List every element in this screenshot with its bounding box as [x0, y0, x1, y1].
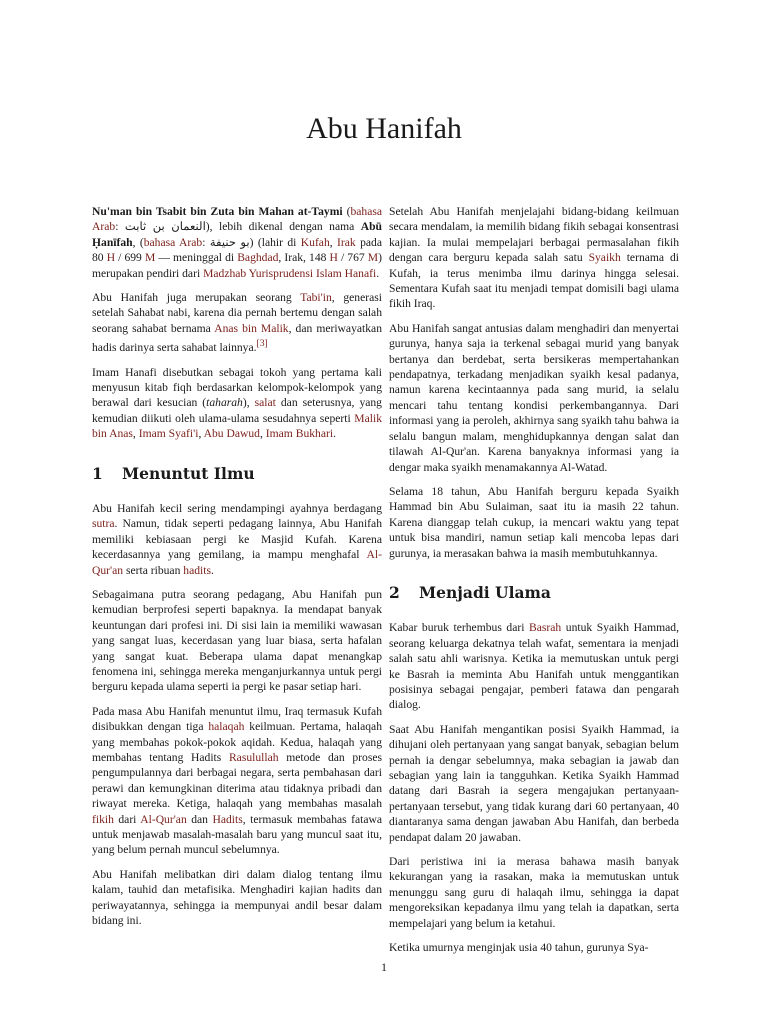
left-column [92, 204, 382, 938]
section1-paragraph-3 [92, 704, 382, 858]
link-irak[interactable]: Irak [337, 235, 356, 249]
text: ), [242, 396, 255, 410]
text: Setelah Abu Hanifah menjelajahi bidang-bidang keilmuan secara mendalam, ia memilih bidang fikih sebagai konsentrasi kajian. Ia mulai mempelajari berbagai permasalahan fikih dengan cara berguru kepada salah satu [389, 205, 679, 265]
link-halaqah[interactable]: halaqah [208, 720, 245, 734]
section-title: Menjadi Ulama [419, 582, 551, 602]
text: , [198, 427, 204, 441]
section1-paragraph-7: Selama 18 tahun, Abu Hanifah berguru kepada Syaikh Hammad bin Abu Sulaiman, saat itu ia masih 22 tahun. Karena dianggap telah cukup, ia mencari waktu yang tepat untuk bisa mandiri, namun setiap kali mencoba lepas dari gurunya, ia merasakan bahwa ia masih membutuhkannya. [389, 484, 679, 560]
link-abu-dawud[interactable]: Abu Dawud [203, 427, 260, 441]
link-madzhab-hanafi[interactable]: Madzhab Yurisprudensi Islam Hanafi [203, 266, 377, 280]
link-hijri[interactable]: H [106, 251, 116, 265]
link-rasulullah[interactable]: Rasulullah [228, 751, 279, 765]
intro-paragraph-1 [92, 204, 382, 281]
link-sutra[interactable]: sutra [92, 517, 115, 531]
text: Abu Hanifah juga merupakan seorang [92, 291, 301, 305]
text: Pada masa Abu Hanifah menuntut ilmu, Iraq termasuk Kufah disibukkan dengan tiga [92, 704, 382, 734]
link-kufah[interactable]: Kufah [300, 235, 330, 249]
link-malik-bin-anas[interactable]: Malik bin Anas [92, 411, 382, 441]
text: . [210, 563, 214, 577]
text: , termasuk membahas fatawa untuk menjawab masalah-masalah baru yang muncul saat itu, yang belum pernah muncul sebelumnya. [92, 812, 383, 857]
link-anas-bin-malik[interactable]: Anas bin Malik [214, 321, 289, 335]
text: Abu Hanifah kecil sering mendampingi ayahnya berdagang [92, 501, 382, 515]
section1-paragraph-2: Sebagaimana putra seorang pedagang, Abu Hanifah pun kemudian berprofesi seperti bapaknya. Ia mendapat banyak keuntungan dari profesi ini. Di sisi lain ia memiliki wawasan yang sangat luas, kecerdasan yang luar biasa, serta hafalan yang sangat kuat. Beberapa ulama dapat menangkap fenomena ini, sehingga mereka menganjurkannya untuk pergi berguru kepada ulama seperti ia pergi ke pasar setiap hari. [92, 587, 382, 694]
text: , [132, 427, 139, 441]
link-bahasa-arab-2[interactable]: bahasa Arab [143, 235, 203, 249]
intro-paragraph-2 [92, 290, 382, 355]
text: metode dan proses pengumpulannya dari berbagai negara, serta pembahasan dari perawi dan kemungkinan diterima atau tidaknya pribadi dan riwayat mereka. Ketiga, halaqah yang membahas masalah [92, 751, 383, 811]
section1-paragraph-4: Abu Hanifah melibatkan diri dalam dialog tentang ilmu kalam, tauhid dan metafisika. Menghadiri kajian hadits dan periwayatannya, sehingga ia mempunyai andil besar dalam bidang ini. [92, 867, 382, 928]
text: , dan meriwayatkan hadis darinya serta sahabat lainnya. [92, 321, 382, 355]
section-number: 1 [92, 463, 103, 483]
text: . Namun, tidak seperti pedagang lainnya, Abu Hanifah memiliki kebiasaan pergi ke Masjid Kufah. Karena kecerdasannya yang gemilang, ia mampu menghafal [92, 517, 382, 562]
section2-paragraph-4: Ketika umurnya menginjak usia 40 tahun, gurunya Sya- [389, 941, 649, 955]
text: dan seterusnya, yang kemudian diikuti oleh ulama-ulama sesudahnya seperti [92, 396, 382, 425]
section2-paragraph-1 [389, 620, 679, 712]
link-imam-syafii[interactable]: Imam Syafi'i [138, 427, 199, 441]
link-hadits[interactable]: hadits [183, 563, 211, 577]
link-baghdad[interactable]: Baghdad [237, 251, 279, 265]
text: untuk Syaikh Hammad, seorang keluarga dekatnya telah wafat, sementara ia menjadi salah satu ahli warisnya. Ketika ia memutuskan untuk pergi ke Basrah ia meminta Abu Hanifah untuk menggantikan posisinya sebagai pengajar, pemberi fatawa dan pengarah dialog. [389, 621, 679, 712]
link-tabiin[interactable]: Tabi'in [300, 291, 332, 305]
text: dari [113, 812, 141, 826]
subject-name: Nu'man bin Tsabit bin Zuta bin Mahan at-Taymi [92, 205, 343, 218]
text: — meninggal di [155, 251, 238, 265]
subject-name-alt: Abū Ḥanīfah [92, 220, 382, 249]
section1-paragraph-5 [389, 204, 679, 312]
text: ( [342, 205, 351, 218]
section1-paragraph-1 [92, 501, 382, 578]
link-bahasa-arab[interactable]: bahasa Arab [92, 205, 382, 234]
text: serta ribuan [123, 563, 184, 577]
text: ) merupakan pendiri dari [92, 251, 382, 280]
text: / 699 [115, 251, 145, 265]
section2-paragraph-2: Saat Abu Hanifah mengantikan posisi Syaikh Hammad, ia dihujani oleh pertanyaan yang sangat banyak, sebagian belum pernah ia dengar sebelumnya, maka sebagian ia jawab dan sebagian yang lain ia tangguhkan. Ketika Syaikh Hammad datang dari Basrah ia segera mengajukan pertanyaan-pertanyaan tersebut, yang tidak kurang dari 60 pertanyaan, 40 diantaranya sama dengan jawaban Abu Hanifah, dan berbeda pendapat dalam 20 jawaban. [389, 722, 679, 844]
text: , Irak, 148 [278, 251, 330, 265]
link-masehi-2[interactable]: M [367, 251, 379, 265]
link-hadits-2[interactable]: Hadits [212, 812, 243, 826]
section1-paragraph-6: Abu Hanifah sangat antusias dalam menghadiri dan menyertai gurunya, hanya saja ia terkenal sebagai murid yang banyak bertanya dan berdebat, serta bersikeras mempertahankan pendapatnya, terkadang menjadikan syaikh kesal padanya, namun karena kecintaannya pada sang murid, ia selalu mencari tahu tentang kondisi perkembangannya. Dari informasi yang ia peroleh, akhirnya sang syaikh tahu bahwa ia selalu bangun malam, menghidupkannya dengan salat dan tilawah Al-Qur'an. Karena banyaknya informasi yang ia dengar maka syaikh menamakannya Al-Watad. [389, 321, 679, 474]
link-basrah[interactable]: Basrah [529, 621, 562, 635]
section-heading-1 [92, 463, 382, 483]
text: / 767 [337, 251, 368, 265]
section-title: Menuntut Ilmu [122, 463, 255, 483]
text: pada 80 [92, 235, 382, 265]
section-number: 2 [389, 582, 400, 602]
link-hijri-2[interactable]: H [329, 251, 338, 265]
link-masehi[interactable]: M [144, 251, 156, 265]
page-title: Abu Hanifah [306, 112, 462, 145]
text: . [376, 266, 380, 280]
text: : النعمان بن ثابت), lebih dikenal dengan nama [115, 220, 361, 234]
link-al-quran-2[interactable]: Al-Qur'an [140, 812, 187, 826]
reference-link[interactable]: [3] [256, 338, 268, 350]
section-heading-2 [389, 582, 679, 602]
text: : بو حنيفة) (lahir di [202, 235, 301, 249]
right-column [389, 204, 679, 964]
text: , [259, 427, 266, 441]
text: , [329, 235, 338, 249]
section2-paragraph-3: Dari peristiwa ini ia merasa bahawa masih banyak kekurangan yang ia rasakan, maka ia memutuskan untuk menunggu sang guru di halaqah ilmu, sehingga ia dapat mengoreksikan kepadanya ilmu yang telah ia dapatkan, serta mempelajari yang belum ia ketahui. [389, 855, 679, 930]
link-syaikh[interactable]: Syaikh [588, 251, 621, 265]
text: ternama di Kufah, ia terus menimba ilmu darinya hingga selesai. Sementara Kufah saat itu menjadi tempat domisili bagi ulama fikih Iraq. [389, 251, 680, 311]
link-salat[interactable]: salat [254, 396, 276, 410]
text: , generasi setelah Sahabat nabi, karena dia pernah bertemu dengan salah seorang sahabat bernama [92, 291, 382, 335]
text: Imam Hanafi disebutkan sebagai tokoh yang pertama kali menyusun kitab fiqh berdasarkan kelompok-kelompok yang berawal dari kesucian ( [92, 365, 382, 410]
text: keilmuan. Pertama, halaqah yang membahas pokok-pokok aqidah. Kedua, halaqah yang membahas tentang Hadits [92, 720, 382, 765]
text: Kabar buruk terhembus dari [389, 621, 530, 635]
intro-paragraph-3 [92, 365, 382, 442]
text: . [333, 427, 336, 441]
page-number: 1 [381, 960, 387, 974]
link-imam-bukhari[interactable]: Imam Bukhari [265, 427, 334, 441]
text: dan [186, 812, 213, 826]
link-al-quran[interactable]: Al-Qur'an [92, 548, 382, 577]
text: , ( [132, 235, 144, 249]
term-taharah: taharah [206, 396, 243, 410]
link-fikih[interactable]: fikih [92, 812, 114, 826]
